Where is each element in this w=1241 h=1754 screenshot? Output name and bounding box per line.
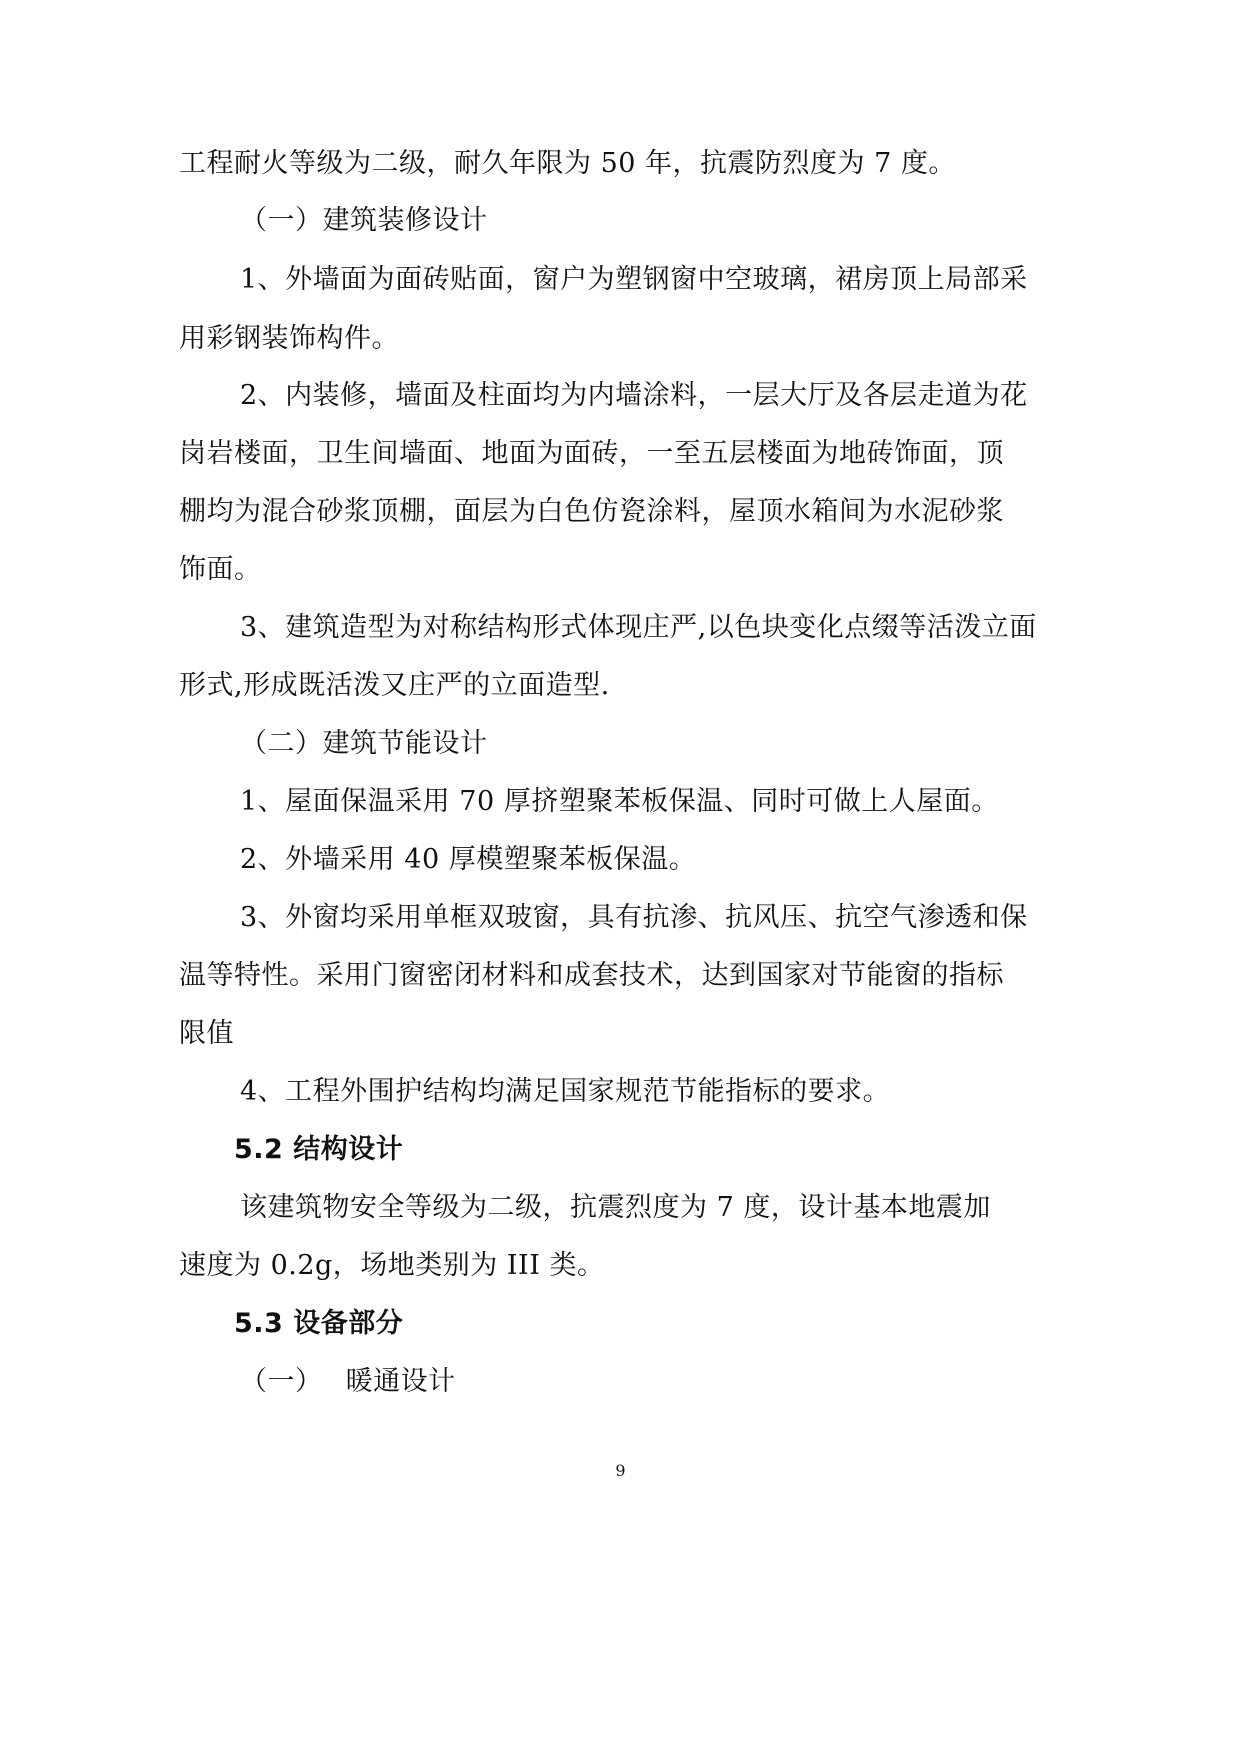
section-heading: 5.3 设备部分 xyxy=(234,1308,404,1339)
section-subtitle: （一）建筑装修设计 xyxy=(240,205,488,236)
paragraph-line: 2、外墙采用 40 厚模塑聚苯板保温。 xyxy=(240,844,697,875)
paragraph-line: 1、外墙面为面砖贴面，窗户为塑钢窗中空玻璃，裙房顶上局部采 xyxy=(240,264,1028,295)
section-heading: 5.2 结构设计 xyxy=(234,1134,404,1165)
paragraph-line: 形式,形成既活泼又庄严的立面造型. xyxy=(179,670,610,701)
page-number: 9 xyxy=(615,1461,626,1480)
paragraph-line: 用彩钢装饰构件。 xyxy=(179,323,399,354)
paragraph-line: 3、外窗均采用单框双玻窗，具有抗渗、抗风压、抗空气渗透和保 xyxy=(240,902,1028,933)
paragraph-line: 2、内装修，墙面及柱面均为内墙涂料，一层大厅及各层走道为花 xyxy=(240,380,1028,411)
paragraph-line: 温等特性。采用门窗密闭材料和成套技术，达到国家对节能窗的指标 xyxy=(179,960,1004,991)
paragraph-line: 速度为 0.2g，场地类别为 III 类。 xyxy=(179,1250,605,1281)
paragraph-line: 1、屋面保温采用 70 厚挤塑聚苯板保温、同时可做上人屋面。 xyxy=(240,786,999,817)
paragraph-line: 3、建筑造型为对称结构形式体现庄严,以色块变化点缀等活泼立面 xyxy=(240,612,1037,643)
paragraph-line: 饰面。 xyxy=(179,554,262,585)
paragraph-line: 岗岩楼面，卫生间墙面、地面为面砖，一至五层楼面为地砖饰面，顶 xyxy=(179,438,1004,469)
paragraph-line: 该建筑物安全等级为二级，抗震烈度为 7 度，设计基本地震加 xyxy=(240,1192,991,1223)
paragraph-line: 棚均为混合砂浆顶棚，面层为白色仿瓷涂料，屋顶水箱间为水泥砂浆 xyxy=(179,496,1004,527)
paragraph-line: 4、工程外围护结构均满足国家规范节能指标的要求。 xyxy=(240,1076,891,1107)
paragraph-line: 工程耐火等级为二级，耐久年限为 50 年，抗震防烈度为 7 度。 xyxy=(179,148,956,179)
section-subtitle: （一） 暖通设计 xyxy=(240,1366,456,1397)
paragraph-line: 限值 xyxy=(179,1018,234,1049)
section-subtitle: （二）建筑节能设计 xyxy=(240,728,488,759)
